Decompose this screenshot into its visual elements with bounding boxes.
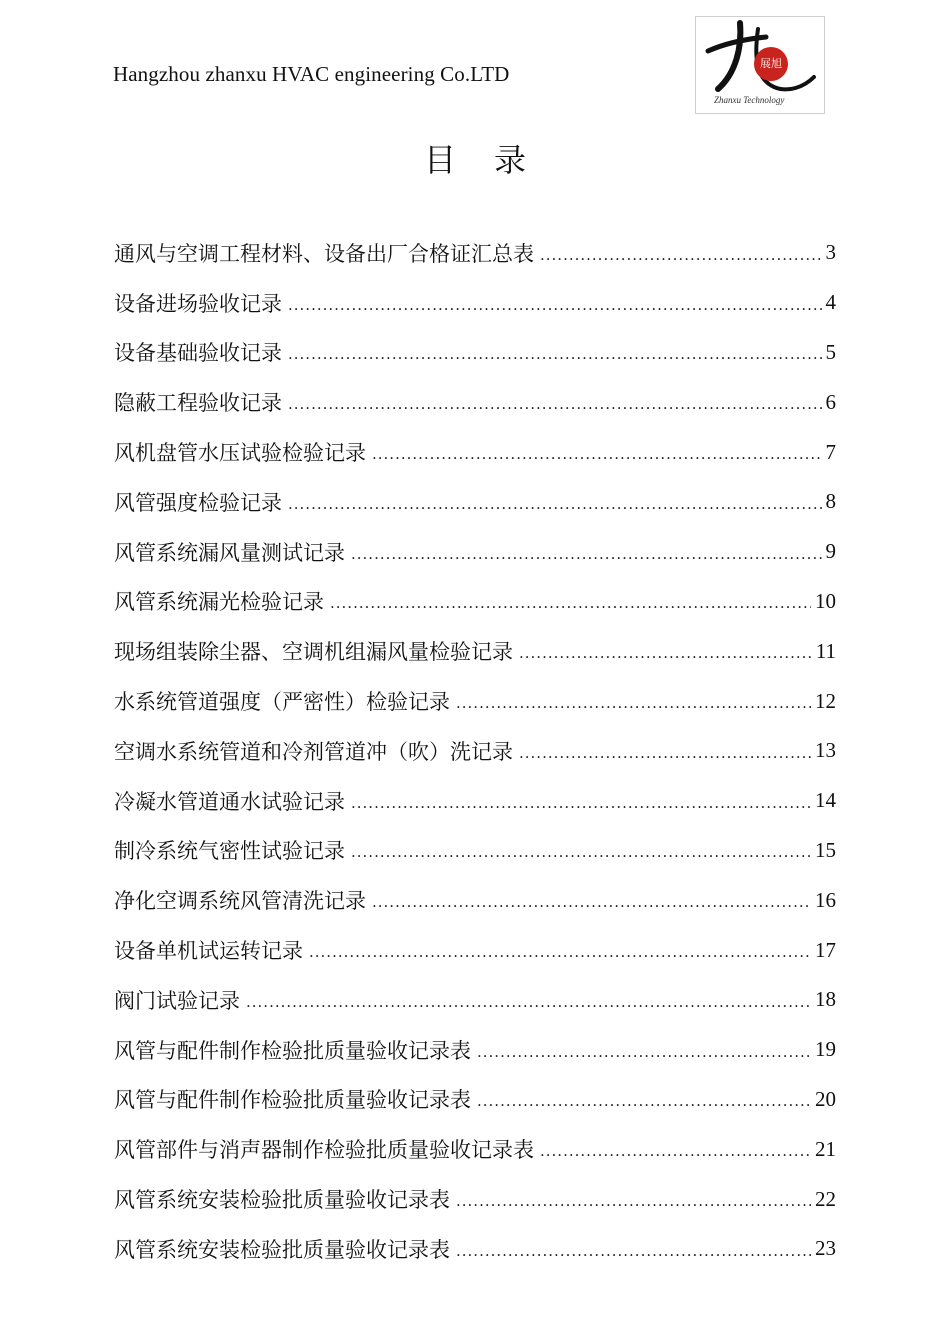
toc-entry-page-number: 18 [815, 987, 836, 1012]
toc-entry-page-number: 19 [815, 1037, 836, 1062]
toc-entry-page-number: 9 [825, 539, 836, 564]
toc-entry-page-number: 7 [825, 439, 836, 464]
toc-entry[interactable] [114, 925, 836, 975]
toc-entry-label: 阀门试验记录 [114, 988, 240, 1013]
toc-entry-page-number: 10 [815, 588, 836, 613]
toc-entry-label: 风机盘管水压试验检验记录 [114, 441, 366, 466]
toc-entry-page-number: 12 [815, 688, 836, 713]
toc-entry[interactable] [114, 676, 836, 726]
toc-dot-leader [540, 1142, 811, 1174]
toc-entry-page-number: 22 [815, 1186, 836, 1211]
toc-entry-label: 风管系统漏光检验记录 [114, 590, 324, 615]
toc-entry-label: 设备基础验收记录 [114, 341, 282, 366]
page-title: 目录 [423, 141, 564, 179]
toc-entry-label: 设备进场验收记录 [114, 291, 282, 316]
toc-entry-page-number: 14 [815, 788, 836, 813]
toc-entry-page-number: 21 [815, 1136, 836, 1161]
toc-dot-leader [351, 545, 822, 577]
toc-entry-label: 风管部件与消声器制作检验批质量验收记录表 [114, 1138, 534, 1163]
toc-dot-leader [540, 246, 822, 278]
toc-dot-leader [477, 1043, 811, 1075]
table-of-contents [114, 228, 836, 1274]
toc-entry[interactable] [114, 328, 836, 378]
toc-dot-leader [456, 1192, 811, 1224]
toc-entry-page-number: 4 [825, 290, 836, 315]
toc-entry-label: 风管系统安装检验批质量验收记录表 [114, 1237, 450, 1262]
toc-dot-leader [330, 594, 811, 626]
toc-dot-leader [456, 694, 811, 726]
toc-entry-page-number: 16 [815, 887, 836, 912]
toc-dot-leader [351, 843, 811, 875]
toc-entry-page-number: 15 [815, 837, 836, 862]
toc-entry-page-number: 8 [825, 489, 836, 514]
toc-entry-label: 冷凝水管道通水试验记录 [114, 789, 345, 814]
toc-dot-leader [372, 445, 822, 477]
toc-entry[interactable] [114, 427, 836, 477]
toc-dot-leader [519, 644, 812, 676]
toc-entry[interactable] [114, 975, 836, 1025]
toc-entry[interactable] [114, 1124, 836, 1174]
toc-entry[interactable] [114, 726, 836, 776]
toc-entry[interactable] [114, 626, 836, 676]
toc-dot-leader [477, 1092, 811, 1124]
toc-dot-leader [372, 893, 811, 925]
toc-dot-leader [309, 943, 811, 975]
logo-caption: Zhanxu Technology [714, 95, 785, 105]
toc-entry-label: 现场组装除尘器、空调机组漏风量检验记录 [114, 640, 513, 665]
toc-entry[interactable] [114, 477, 836, 527]
toc-entry[interactable] [114, 1025, 836, 1075]
toc-entry-label: 风管系统安装检验批质量验收记录表 [114, 1188, 450, 1213]
toc-entry[interactable] [114, 228, 836, 278]
toc-entry[interactable] [114, 776, 836, 826]
toc-entry-label: 通风与空调工程材料、设备出厂合格证汇总表 [114, 241, 534, 266]
company-logo [695, 16, 825, 114]
toc-entry[interactable] [114, 1075, 836, 1125]
toc-entry-page-number: 3 [825, 240, 836, 265]
toc-entry-label: 隐蔽工程验收记录 [114, 391, 282, 416]
toc-entry-label: 风管强度检验记录 [114, 490, 282, 515]
toc-entry[interactable] [114, 1174, 836, 1224]
toc-entry[interactable] [114, 577, 836, 627]
toc-dot-leader [288, 296, 822, 328]
toc-entry[interactable] [114, 826, 836, 876]
toc-dot-leader [288, 345, 822, 377]
toc-entry-page-number: 5 [825, 339, 836, 364]
toc-entry-label: 净化空调系统风管清洗记录 [114, 889, 366, 914]
toc-entry-label: 空调水系统管道和冷剂管道冲（吹）洗记录 [114, 739, 513, 764]
toc-entry-label: 风管与配件制作检验批质量验收记录表 [114, 1088, 471, 1113]
toc-entry-label: 水系统管道强度（严密性）检验记录 [114, 690, 450, 715]
toc-entry-label: 风管与配件制作检验批质量验收记录表 [114, 1038, 471, 1063]
toc-entry-page-number: 20 [815, 1086, 836, 1111]
toc-dot-leader [351, 794, 811, 826]
logo-mark: 展旭 [754, 47, 788, 81]
company-name: Hangzhou zhanxu HVAC engineering Co.LTD [113, 62, 510, 86]
toc-entry-page-number: 11 [815, 638, 836, 663]
toc-entry-page-number: 13 [815, 738, 836, 763]
toc-dot-leader [456, 1242, 811, 1274]
toc-entry-page-number: 17 [815, 937, 836, 962]
toc-entry[interactable] [114, 278, 836, 328]
toc-entry-page-number: 23 [815, 1236, 836, 1261]
toc-entry-page-number: 6 [825, 389, 836, 414]
toc-entry-label: 设备单机试运转记录 [114, 939, 303, 964]
toc-dot-leader [288, 395, 822, 427]
toc-entry-label: 风管系统漏风量测试记录 [114, 540, 345, 565]
toc-dot-leader [519, 744, 811, 776]
toc-entry[interactable] [114, 377, 836, 427]
toc-entry[interactable] [114, 875, 836, 925]
toc-entry-label: 制冷系统气密性试验记录 [114, 839, 345, 864]
toc-dot-leader [288, 495, 822, 527]
toc-dot-leader [246, 993, 811, 1025]
toc-entry[interactable] [114, 1224, 836, 1274]
toc-entry[interactable] [114, 527, 836, 577]
